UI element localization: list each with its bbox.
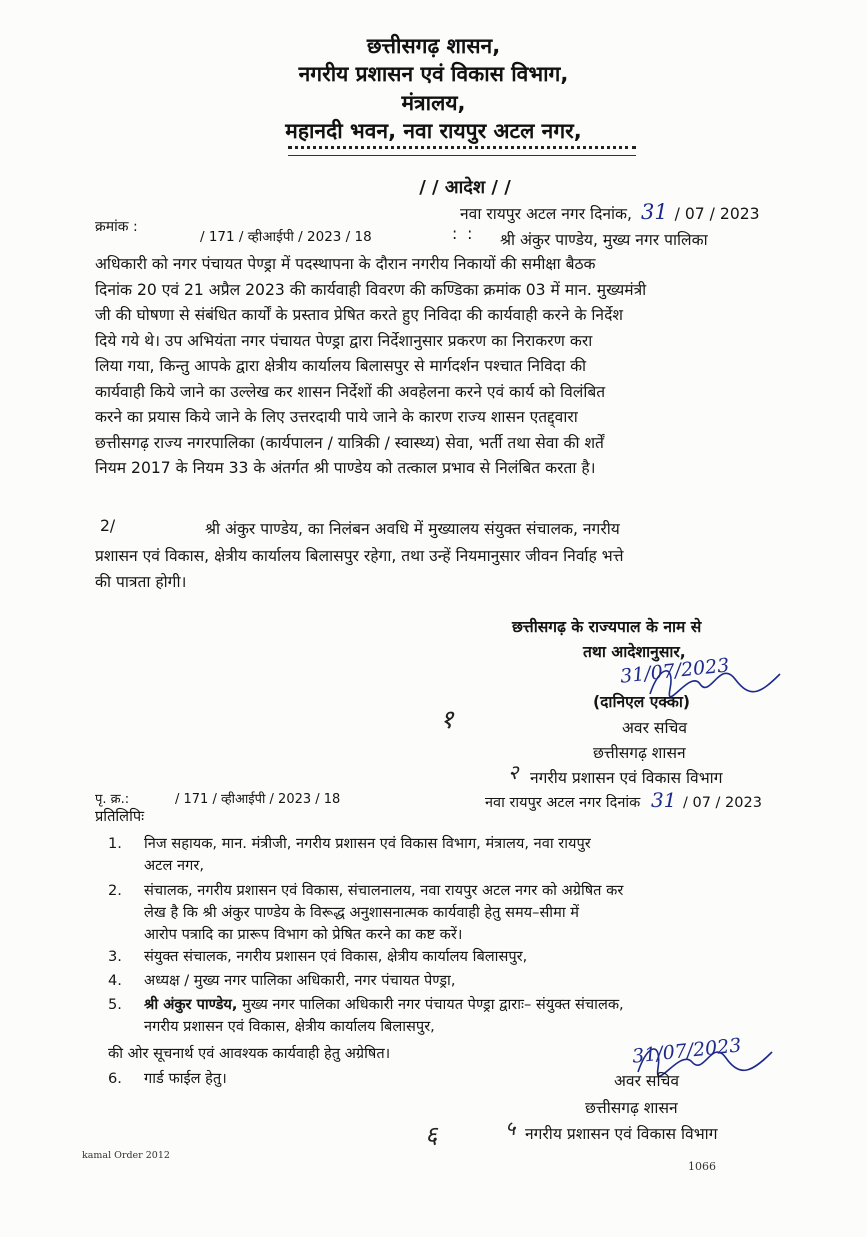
footer-number: 1066	[688, 1160, 716, 1173]
list-item-number: 1.	[108, 835, 122, 852]
footer-code: kamal Order 2012	[82, 1150, 170, 1161]
order-date-line	[460, 200, 760, 224]
header-address: महानदी भवन, नवा रायपुर अटल नगर,	[285, 119, 582, 143]
endorsement-place-date-prefix: नवा रायपुर अटल नगर दिनांक	[485, 795, 641, 811]
signature-2-government: छत्तीसगढ़ शासन	[585, 1099, 678, 1117]
margin-mark-1: १	[440, 705, 454, 735]
order-title: / / आदेश / /	[419, 177, 511, 198]
para1-line-0	[500, 228, 708, 250]
list-item-line: नगरीय प्रशासन एवं विकास, क्षेत्रीय कार्यालय बिलासपुर,	[144, 1018, 435, 1035]
para1-line: दिये गये थे। उप अभियंता नगर पंचायत पेण्ड्रा द्वारा निर्देशानुसार प्रकरण का निराकरण करा	[95, 331, 593, 350]
endorsement-date-suffix: / 07 / 2023	[683, 795, 762, 811]
list-item-number: 5.	[108, 996, 122, 1013]
signatory-department: नगरीय प्रशासन एवं विकास विभाग	[530, 769, 723, 787]
signature-2-department: नगरीय प्रशासन एवं विकास विभाग	[525, 1125, 718, 1143]
para2-line-0: श्री अंकुर पाण्डेय, का निलंबन अवधि में मुख्यालय संयुक्त संचालक, नगरीय	[205, 520, 620, 538]
endorsement-number-value: / 171 / व्हीआईपी / 2023 / 18	[175, 792, 341, 807]
endorsement-number-label: पृ. क्र.:	[95, 792, 130, 807]
list-item-line: संयुक्त संचालक, नगरीय प्रशासन एवं विकास, क्षेत्रीय कार्यालय बिलासपुर,	[144, 948, 528, 965]
para2-line: प्रशासन एवं विकास, क्षेत्रीय कार्यालय बिलासपुर रहेगा, तथा उन्हें नियमानुसार जीवन निर्वाह भत्ते	[95, 547, 624, 565]
endorsement-date-handwritten: 31	[650, 788, 677, 812]
list-item-number: 6.	[108, 1070, 122, 1087]
list-item-line: आरोप पत्रादि का प्रारूप विभाग को प्रेषित करने का कष्ट करें।	[144, 926, 463, 943]
para1-line: जी की घोषणा से संबंधित कार्यों के प्रस्ताव प्रेषित करते हुए निविदा की कार्यवाही करने के निर्देश	[95, 306, 623, 324]
header-ministry: मंत्रालय,	[401, 91, 466, 115]
signature-1-date: 31/07/2023	[619, 654, 731, 688]
signatory-designation: अवर सचिव	[622, 719, 688, 737]
signature-2-tick-mark: ५	[505, 1116, 516, 1140]
list-item-number: 3.	[108, 948, 122, 965]
list-item-text	[144, 946, 808, 968]
signature-2-date: 31/07/2023	[631, 1034, 743, 1068]
signatory-government: छत्तीसगढ़ शासन	[593, 744, 686, 762]
copy-to-label: प्रतिलिपिः	[95, 808, 145, 825]
list-item-text	[144, 833, 808, 877]
signature-2-designation: अवर सचिव	[614, 1072, 680, 1090]
list-item-number: 4.	[108, 972, 122, 989]
para1-body	[95, 252, 815, 482]
signature-1-tick-mark: २	[508, 760, 519, 784]
order-date-handwritten: 31	[640, 200, 668, 224]
para1-line: कार्यवाही किये जाने का उल्लेख कर शासन निर्देशों की अवहेलना करने एवं कार्य को विलंबित	[95, 382, 606, 401]
order-authority-line: तथा आदेशानुसार,	[583, 643, 686, 661]
endorsement-date-line	[485, 788, 762, 812]
header-dotted-underline	[288, 146, 636, 149]
header-department: नगरीय प्रशासन एवं विकास विभाग,	[298, 62, 569, 86]
list-item-bold-name: श्री अंकुर पाण्डेय,	[144, 996, 238, 1013]
order-place-date-prefix: नवा रायपुर अटल नगर दिनांक,	[460, 205, 632, 223]
para1-line: नियम 2017 के नियम 33 के अंतर्गत श्री पाण्डेय को तत्काल प्रभाव से निलंबित करता है।	[95, 459, 596, 477]
header-solid-underline	[288, 155, 636, 156]
kramank-value: / 171 / व्हीआईपी / 2023 / 18	[200, 229, 372, 245]
header-government: छत्तीसगढ़ शासन,	[366, 34, 501, 58]
list-item-text	[144, 970, 808, 992]
margin-mark-2: ६	[425, 1121, 438, 1149]
list-item-number: 2.	[108, 882, 122, 899]
list-item-line	[144, 994, 808, 1016]
list-item-line: गार्ड फाईल हेतु।	[144, 1070, 227, 1087]
order-date-suffix: / 07 / 2023	[674, 205, 760, 223]
para1-line-0-text: श्री अंकुर पाण्डेय, मुख्य नगर पालिका	[500, 231, 708, 249]
para2-number: 2/	[100, 517, 116, 535]
list-item-text	[144, 880, 808, 946]
kramank-label: क्रमांक :	[95, 219, 138, 235]
para1-line: करने का प्रयास किये जाने के लिए उत्तरदायी पाये जाने के कारण राज्य शासन एतद्द्वारा	[95, 408, 578, 426]
list-item-line: अध्यक्ष / मुख्य नगर पालिका अधिकारी, नगर पंचायत पेण्ड्रा,	[144, 972, 456, 989]
para2-body	[95, 544, 815, 595]
list-item-line: संचालक, नगरीय प्रशासन एवं विकास, संचालनालय, नवा रायपुर अटल नगर को अग्रेषित कर	[144, 882, 624, 899]
para1-line: छत्तीसगढ़ राज्य नगरपालिका (कार्यपालन / यात्रिकी / स्वास्थ्य) सेवा, भर्ती तथा सेवा की शर्तें	[95, 433, 604, 452]
para1-line: अधिकारी को नगर पंचायत पेण्ड्रा में पदस्थापना के दौरान नगरीय निकायों की समीक्षा बैठक	[95, 255, 596, 273]
signatory-name: (दानिएल एक्का)	[593, 693, 691, 711]
list-item-line: लेख है कि श्री अंकुर पाण्डेय के विरूद्ध अनुशासनात्मक कार्यवाही हेतु समय–सीमा में	[144, 904, 579, 921]
list-item-line-rest: मुख्य नगर पालिका अधिकारी नगर पंचायत पेण्ड्रा द्वाराः– संयुक्त संचालक,	[237, 996, 624, 1013]
para1-line: लिया गया, किन्तु आपके द्वारा क्षेत्रीय कार्यालय बिलासपुर से मार्गदर्शन पश्चात निविदा की	[95, 357, 587, 375]
list-item-line: अटल नगर,	[144, 857, 204, 874]
list-item-line: निज सहायक, मान. मंत्रीजी, नगरीय प्रशासन एवं विकास विभाग, मंत्रालय, नवा रायपुर	[144, 835, 591, 852]
para2-line: की पात्रता होगी।	[95, 572, 187, 591]
forward-line: की ओर सूचनार्थ एवं आवश्यक कार्यवाही हेतु अग्रेषित।	[108, 1045, 391, 1062]
governor-line: छत्तीसगढ़ के राज्यपाल के नाम से	[512, 618, 702, 636]
kramank-colon: : :	[452, 225, 473, 243]
para1-line: दिनांक 20 एवं 21 अप्रैल 2023 की कार्यवाही विवरण की कण्डिका क्रमांक 03 में मान. मुख्यमंत्री	[95, 280, 647, 299]
